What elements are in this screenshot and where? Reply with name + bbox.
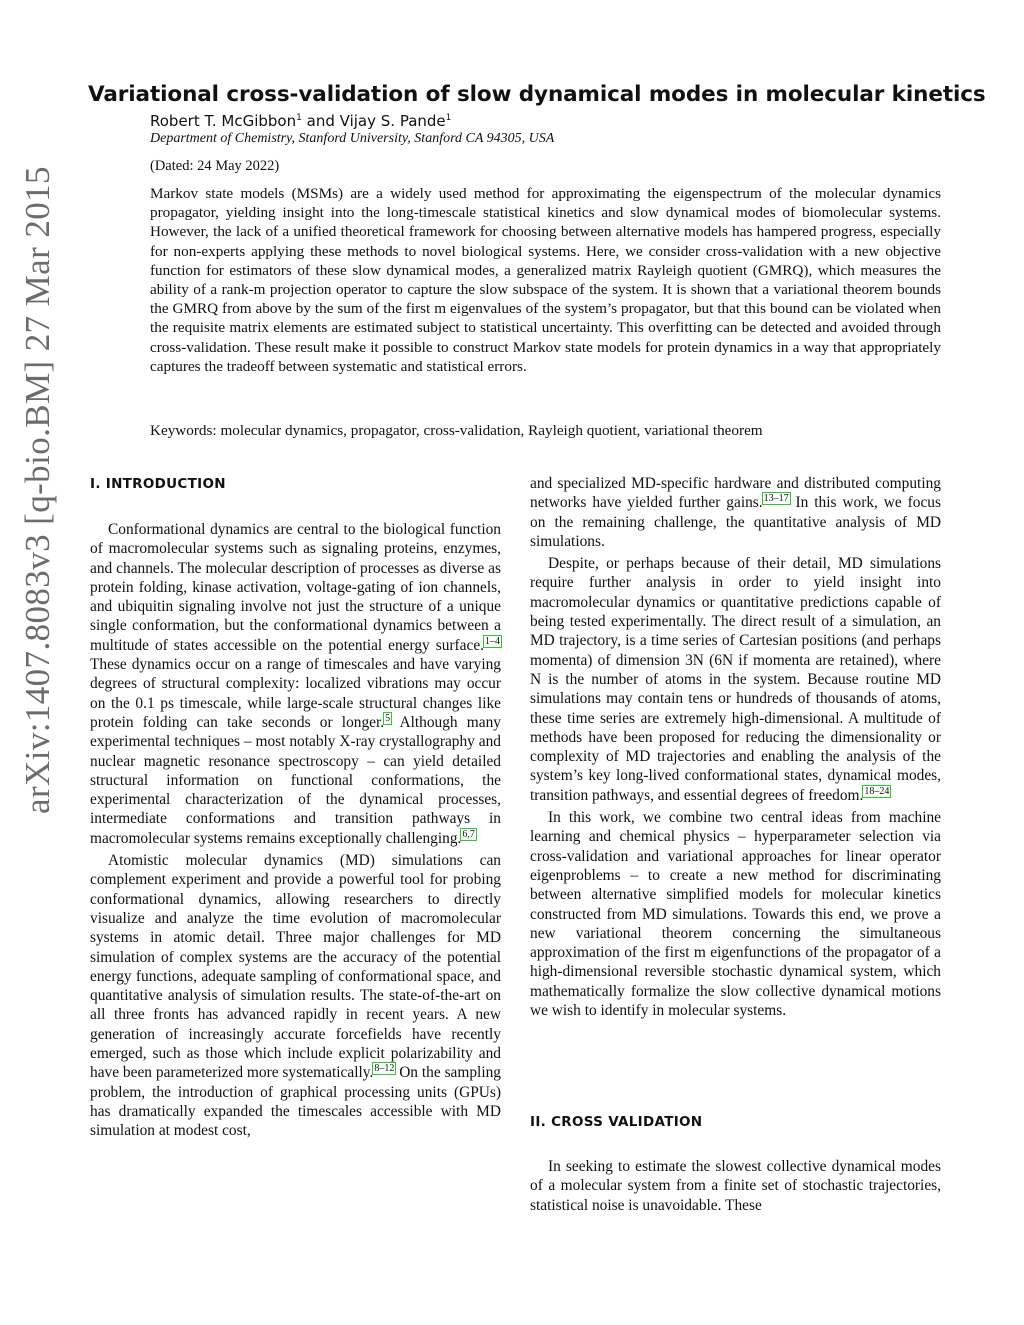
- citation-link[interactable]: 5: [385, 712, 391, 724]
- author-name: Robert T. McGibbon: [150, 112, 297, 130]
- left-column: [90, 520, 501, 1141]
- citation-link[interactable]: 6,7: [462, 828, 475, 840]
- paragraph: and specialized MD-specific hardware and distributed computing networks have yielded further gains.$^{13-17}$ In this work, we focus on the remaining challenge, the quantitative analysis of MD simulations.: [530, 475, 941, 550]
- paragraph: In seeking to estimate the slowest collective dynamical modes of a molecular system from a finite set of stochastic trajectories, statistical noise is unavoidable. These: [530, 1158, 941, 1214]
- abstract: Markov state models (MSMs) are a widely used method for approximating the eigenspectrum of the molecular dynamics propagator, yielding insight into the long-timescale statistical kinetics and slow dynamical modes of biomolecular systems. However, the lack of a unified theoretical framework for choosing between alternative models has hampered progress, especially for non-experts applying these methods to novel biological systems. Here, we consider cross-validation with a new objective function for estimators of these slow dynamical modes, a generalized matrix Rayleigh quotient (GMRQ), which measures the ability of a rank-m projection operator to capture the slow subspace of the system. It is shown that a variational theorem bounds the GMRQ from above by the sum of the first m eigenvalues of the system’s propagator, but that this bound can be violated when the requisite matrix elements are estimated subject to statistical uncertainty. This overfitting can be detected and avoided through cross-validation. These result make it possible to construct Markov state models for protein dynamics in a way that appropriately captures the tradeoff between systematic and statistical errors.: [150, 185, 941, 375]
- paragraph: In this work, we combine two central ideas from machine learning and chemical physics – hyperparameter selection via cross-validation and variational approaches for linear operator eigenproblems – to create a new method for discriminating between alternative simplified models for molecular kinetics constructed from MD simulations. Towards this end, we prove a new variational theorem concerning the simultaneous approximation of the first m eigenfunctions of the propagator of a high-dimensional reversible stochastic dynamical system, which mathematically formalize the slow collective dynamical motions we wish to identify in molecular systems.: [530, 809, 941, 1020]
- keywords: Keywords: molecular dynamics, propagator, cross-validation, Rayleigh quotient, variational theorem: [150, 422, 763, 439]
- paper-title: Variational cross-validation of slow dynamical modes in molecular kinetics: [88, 82, 986, 107]
- citation-link[interactable]: 18–24: [864, 785, 890, 797]
- citation-link[interactable]: 8–12: [374, 1063, 395, 1075]
- right-column-continued: [530, 1157, 941, 1215]
- affiliation: Department of Chemistry, Stanford University, Stanford CA 94305, USA: [150, 131, 555, 146]
- arxiv-identifier-stamp: arXiv:1407.8083v3 [q-bio.BM] 27 Mar 2015: [18, 166, 57, 814]
- author-affiliation-mark: 1: [445, 113, 452, 123]
- paragraph: Atomistic molecular dynamics (MD) simulations can complement experiment and provide a powerful tool for probing conformational dynamics, allowing researchers to directly visualize and analyze the time evolution of macromolecular systems in atomic detail. Three major challenges for MD simulation of complex systems are the accuracy of the potential energy functions, adequate sampling of conformational space, and quantitative analysis of simulation results. The state-of-the-art on all three fronts has advanced rapidly in recent years. A new generation of increasingly accurate forcefields have recently emerged, such as those which include explicit polarizability and have been parameterized more systematically.$^{8-12}$ On the sampling problem, the introduction of graphical processing units (GPUs) has dramatically expanded the timescales accessible with MD simulation at modest cost,: [90, 852, 501, 1140]
- section-heading-introduction: I. INTRODUCTION: [90, 476, 226, 492]
- citation-link[interactable]: 1–4: [485, 635, 500, 647]
- paragraph: Despite, or perhaps because of their detail, MD simulations require further analysis in order to yield insight into macromolecular dynamics or quantitative predictions capable of being tested experimentally. The direct result of a simulation, an MD trajectory, is a time series of Cartesian positions (and perhaps momenta) of dimension 3N (6N if momenta are retained), where N is the number of atoms in the system. Because routine MD simulations may contain tens or hundreds of thousands of atoms, these time series are extremely high-dimensional. A multitude of methods have been proposed for reducing the dimensionality or complexity of MD trajectories and enabling the analysis of the system’s key long-lived conformational states, dynamical modes, transition pathways, and essential degrees of freedom.$^{18-24}$: [530, 555, 941, 804]
- date-line: (Dated: 24 May 2022): [150, 158, 280, 174]
- section-heading-cross-validation: II. CROSS VALIDATION: [530, 1114, 703, 1130]
- citation-link[interactable]: 13–17: [763, 493, 789, 505]
- author-conjunction: and: [306, 112, 335, 130]
- author-affiliation-mark: 1: [296, 113, 302, 123]
- right-column: [530, 474, 941, 1020]
- author-list: [150, 112, 451, 130]
- author-name: Vijay S. Pande: [339, 112, 446, 130]
- paragraph: Conformational dynamics are central to the biological function of macromolecular systems such as signaling proteins, enzymes, and channels. The molecular description of processes as diverse as protein folding, kinase activation, voltage-gating of ion channels, and ubiquitin signaling involve not just the structure of a unique single conformation, but the conformational dynamics between a multitude of states accessible on the potential energy surface.$^{1-4}$ These dynamics occur on a range of timescales and have varying degrees of structural complexity: localized vibrations may occur on the 0.1 ps timescale, while large-scale structural changes like protein folding can take seconds or longer.$^5$ Although many experimental techniques – most notably X-ray crystallography and nuclear magnetic resonance spectroscopy – can yield detailed structural information on functional conformations, the experimental characterization of the dynamical processes, intermediate conformations and transition pathways in macromolecular systems remains exceptionally challenging.$^{6,7}$: [90, 521, 501, 847]
